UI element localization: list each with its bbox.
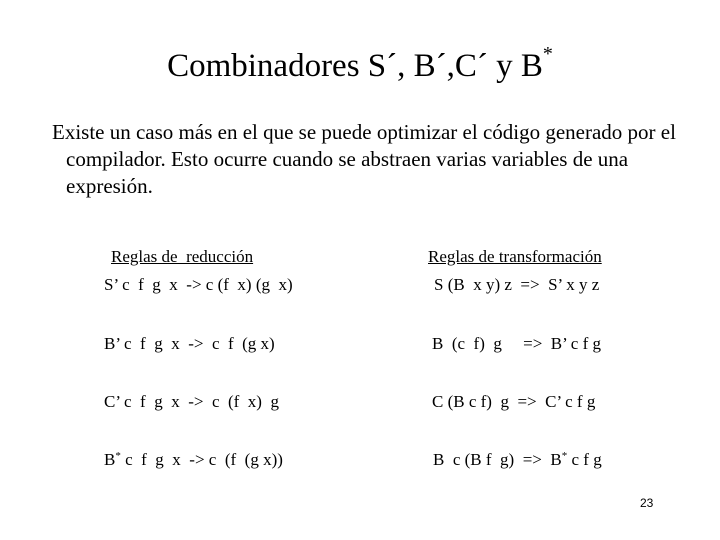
reduction-rule-b: B’ c f g x -> c f (g x)	[104, 334, 275, 353]
reduction-rule-b-star-post: c f g x -> c (f (g x))	[120, 450, 283, 469]
transformation-rule-s: S (B x y) z => S’ x y z	[434, 275, 600, 294]
reduction-rule-s: S’ c f g x -> c (f x) (g x)	[104, 275, 293, 294]
reduction-rule-b-star-pre: B	[104, 450, 116, 469]
reduction-rule-b-star	[104, 449, 283, 473]
reduction-rule-b-star-asterisk: *	[115, 450, 121, 462]
intro-paragraph: Existe un caso más en el que se puede optimizar el código generado por el compilador. Esto ocurre cuando se abstraen varias variables de una expresión.	[52, 120, 676, 198]
reduction-rules-header: Reglas de reducción	[111, 247, 254, 266]
transformation-rule-b-star	[433, 449, 602, 473]
transformation-rules-header: Reglas de transformación	[428, 247, 602, 266]
transformation-rule-b-star-pre: B c (B f g) => B	[433, 450, 562, 469]
transformation-rule-b-star-post: c f g	[567, 450, 602, 469]
transformation-rule-c: C (B c f) g => C’ c f g	[432, 392, 596, 411]
page-number: 23	[640, 496, 654, 510]
transformation-rule-b: B (c f) g => B’ c f g	[432, 334, 601, 353]
title-asterisk: *	[542, 43, 553, 65]
transformation-rule-b-star-asterisk: *	[561, 450, 568, 462]
reduction-rule-c: C’ c f g x -> c (f x) g	[104, 392, 279, 411]
title-text: Combinadores S´, B´,C´ y B	[167, 48, 543, 84]
